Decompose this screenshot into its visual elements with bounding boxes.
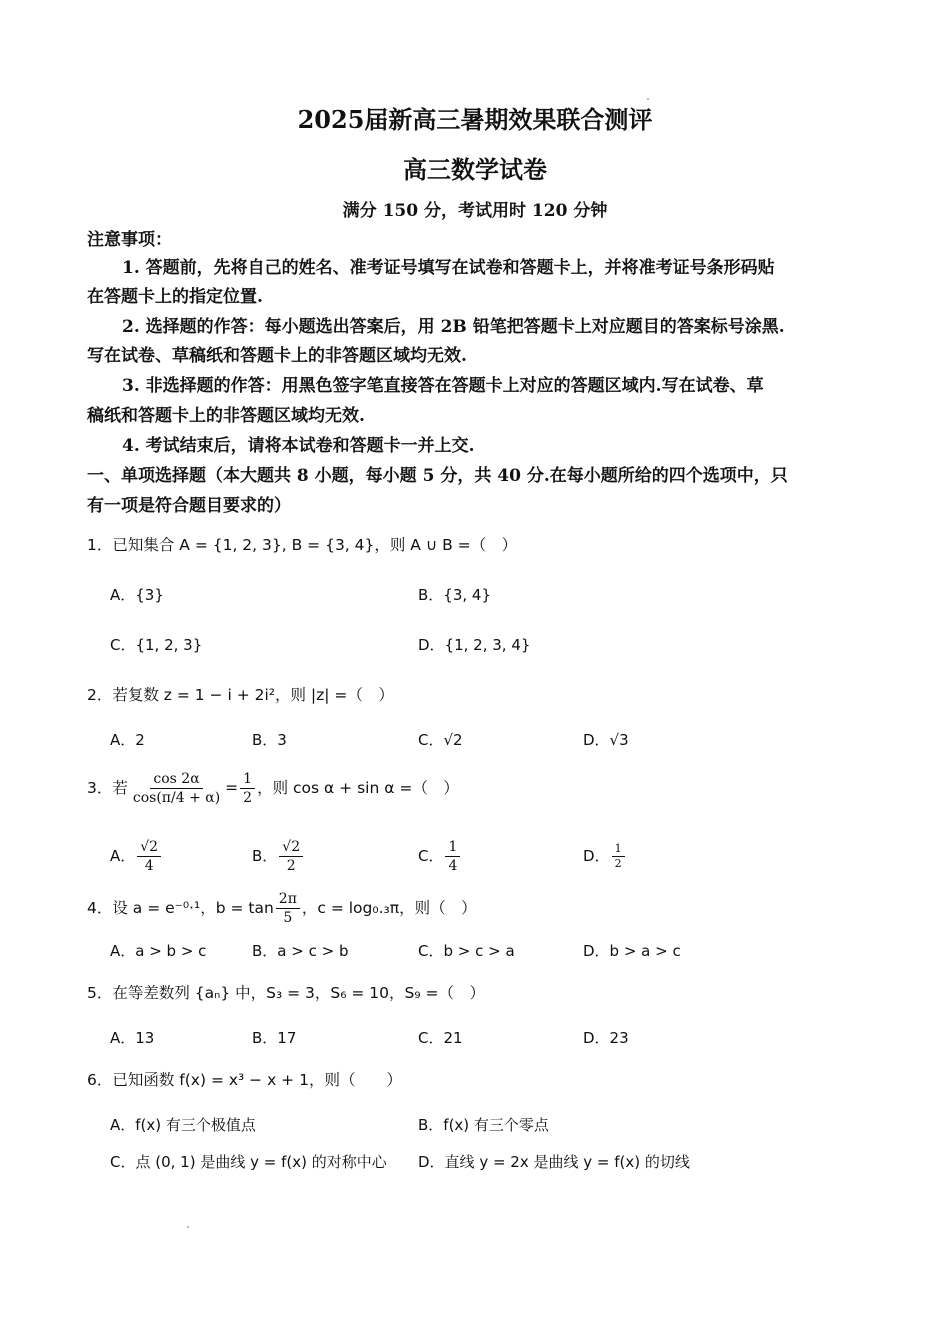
notice-line-4: 写在试卷、草稿纸和答题卡上的非答题区域均无效. <box>87 346 467 366</box>
question-3-option-a-numerator: √2 <box>137 838 161 857</box>
question-6-option-b: B．f(x) 有三个零点 <box>418 1116 549 1134</box>
question-3-fraction-numerator: cos 2α <box>150 770 202 789</box>
question-5-stem: 5．在等差数列 {aₙ} 中，S₃ = 3，S₆ = 10，S₉ =（ ） <box>87 984 485 1002</box>
question-3-prefix: 3．若 <box>87 779 128 797</box>
question-3-fraction-denominator: cos(π/4 + α) <box>132 790 221 806</box>
question-3-option-c-denominator: 4 <box>448 858 458 874</box>
question-1-option-d: D．{1, 2, 3, 4} <box>418 636 531 654</box>
question-4-stem <box>87 888 477 928</box>
question-3-option-a <box>110 836 163 876</box>
question-1-option-a: A．{3} <box>110 586 164 604</box>
question-3-equals: = <box>225 779 239 797</box>
question-3-option-d-numerator: 1 <box>612 842 625 857</box>
question-4-option-c: C．b > c > a <box>418 942 515 960</box>
question-3-option-c-label: C． <box>418 847 444 865</box>
question-3-option-a-label: A． <box>110 847 136 865</box>
question-6-stem: 6．已知函数 f(x) = x³ − x + 1，则（ ） <box>87 1071 402 1089</box>
question-2-option-a: A．2 <box>110 731 145 749</box>
section-heading-line-2: 有一项是符合题目要求的） <box>87 496 291 516</box>
scan-speck <box>647 98 649 100</box>
question-3-option-d-denominator: 2 <box>614 857 622 870</box>
question-6-option-d: D．直线 y = 2x 是曲线 y = f(x) 的切线 <box>418 1153 690 1171</box>
question-4-fraction <box>276 890 300 927</box>
notice-heading: 注意事项： <box>87 230 172 250</box>
exam-meta: 满分 150 分，考试用时 120 分钟 <box>342 201 608 221</box>
question-2-option-c: C．√2 <box>418 731 463 749</box>
question-3-half-denominator: 2 <box>243 790 253 806</box>
question-3-option-c <box>418 836 462 876</box>
question-4-option-b: B．a > c > b <box>252 942 349 960</box>
question-1-option-c: C．{1, 2, 3} <box>110 636 203 654</box>
question-5-option-c: C．21 <box>418 1029 463 1047</box>
scan-speck <box>187 1226 189 1228</box>
question-5-option-d: D．23 <box>583 1029 629 1047</box>
question-3-option-b <box>252 836 305 876</box>
notice-line-2: 在答题卡上的指定位置. <box>87 287 263 307</box>
question-3-option-d-fraction <box>612 842 625 871</box>
question-3-option-a-fraction <box>137 838 161 875</box>
notice-line-7: 4. 考试结束后，请将本试卷和答题卡一并上交. <box>122 436 475 456</box>
question-6-option-a: A．f(x) 有三个极值点 <box>110 1116 256 1134</box>
question-5-option-b: B．17 <box>252 1029 297 1047</box>
question-3-option-b-label: B． <box>252 847 278 865</box>
question-4-fraction-denominator: 5 <box>283 910 293 926</box>
question-3-option-b-numerator: √2 <box>279 838 303 857</box>
question-4-option-a: A．a > b > c <box>110 942 207 960</box>
question-3-option-a-denominator: 4 <box>144 858 154 874</box>
notice-line-1: 1. 答题前，先将自己的姓名、准考证号填写在试卷和答题卡上，并将准考证号条形码贴 <box>122 258 775 278</box>
exam-subtitle: 高三数学试卷 <box>403 155 547 184</box>
question-3-option-d-label: D． <box>583 847 610 865</box>
notice-line-3: 2. 选择题的作答：每小题选出答案后，用 2B 铅笔把答题卡上对应题目的答案标号涂黑. <box>122 317 785 337</box>
question-1-option-b: B．{3, 4} <box>418 586 492 604</box>
section-heading-line-1: 一、单项选择题（本大题共 8 小题，每小题 5 分，共 40 分.在每小题所给的四个选项中，只 <box>87 466 788 486</box>
question-3-option-c-numerator: 1 <box>445 838 460 857</box>
question-5-option-a: A．13 <box>110 1029 155 1047</box>
question-6-option-c: C．点 (0, 1) 是曲线 y = f(x) 的对称中心 <box>110 1153 387 1171</box>
question-1-stem: 1．已知集合 A = {1, 2, 3}, B = {3, 4}，则 A ∪ B =（ ） <box>87 536 518 554</box>
question-4-fraction-numerator: 2π <box>276 890 300 909</box>
question-4-suffix: ，c = log₀.₃π，则（ ） <box>301 899 477 917</box>
question-4-prefix: 4．设 a = e⁻⁰·¹，b = tan <box>87 899 274 917</box>
question-2-option-b: B．3 <box>252 731 287 749</box>
question-3-suffix: ，则 cos α + sin α =（ ） <box>257 779 459 797</box>
notice-line-6: 稿纸和答题卡上的非答题区域均无效. <box>87 406 365 426</box>
question-3-half-fraction <box>240 770 255 807</box>
question-3-option-b-denominator: 2 <box>286 858 296 874</box>
question-2-option-d: D．√3 <box>583 731 629 749</box>
question-3-option-b-fraction <box>279 838 303 875</box>
question-3-half-numerator: 1 <box>240 770 255 789</box>
notice-line-5: 3. 非选择题的作答：用黑色签字笔直接答在答题卡上对应的答题区域内.写在试卷、草 <box>122 376 764 396</box>
question-2-stem: 2．若复数 z = 1 − i + 2i²，则 |z| =（ ） <box>87 686 394 704</box>
question-3-main-fraction <box>130 770 223 807</box>
question-3-stem <box>87 768 459 808</box>
question-3-option-d <box>583 836 627 876</box>
exam-title: 2025届新高三暑期效果联合测评 <box>297 105 653 134</box>
question-3-option-c-fraction <box>445 838 460 875</box>
question-4-option-d: D．b > a > c <box>583 942 681 960</box>
